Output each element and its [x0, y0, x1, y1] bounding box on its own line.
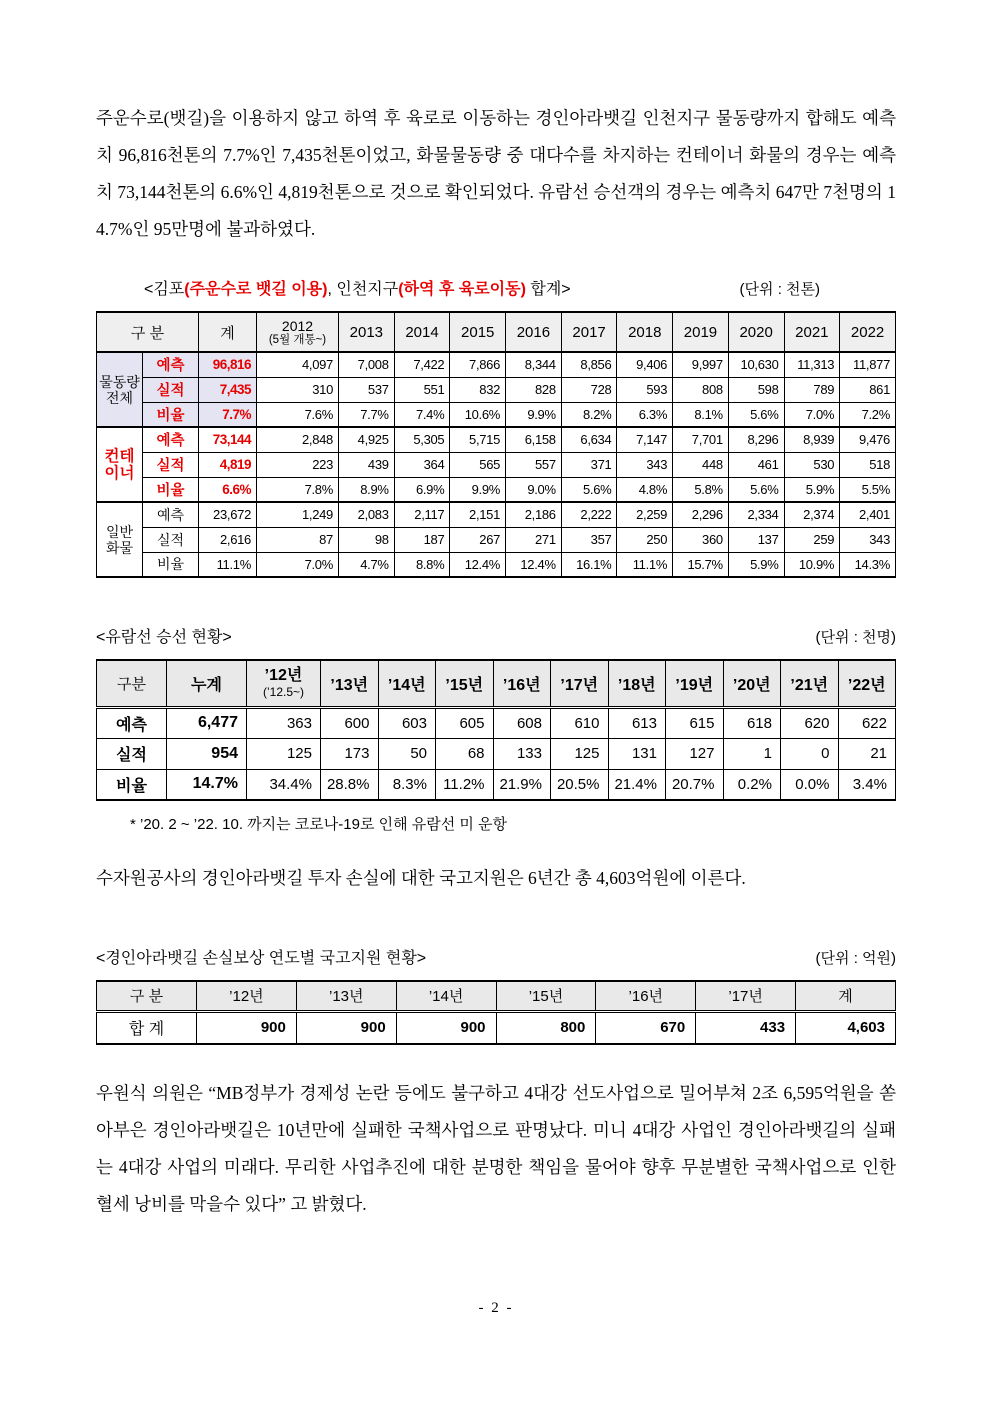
- header-year-12: [247, 660, 321, 707]
- table-row: [97, 1011, 896, 1044]
- cell-value: 131: [608, 738, 666, 769]
- cell-value: 728: [561, 377, 617, 402]
- cell-value: 9,406: [617, 352, 673, 377]
- cell-value: 6,158: [506, 427, 562, 452]
- cell-value: 8,856: [561, 352, 617, 377]
- paragraph-cargo-summary: 주운수로(뱃길)을 이용하지 않고 하역 후 육로로 이동하는 경인아라뱃길 인천지구 물동량까지 합해도 예측치 96,816천톤의 7.7%인 7,435천톤이었고, 화물물동량 중 대다수를 차지하는 컨테이너 화물의 경우는 예측치 73,144천톤의 6.6%인 4,819천톤으로 것으로 확인되었다. 유람선 승선객의 경우는 예측치 647만 7천명의 14.7%인 95만명에 불과하였다.: [96, 108, 896, 239]
- table-row: [97, 477, 896, 502]
- cell-value: 620: [781, 707, 839, 738]
- cell-total: 23,672: [199, 502, 257, 527]
- cell-value: 551: [394, 377, 450, 402]
- cell-value: 6.9%: [394, 477, 450, 502]
- row-label: 실적: [143, 377, 199, 402]
- cell-value: 343: [617, 452, 673, 477]
- table-row: [97, 707, 896, 738]
- header-year: ’22년: [838, 660, 896, 707]
- cell-value: 12.4%: [506, 552, 562, 577]
- cell-value: 6.3%: [617, 402, 673, 427]
- table1-title-prefix: <김포: [144, 281, 185, 298]
- cell-value: 28.8%: [321, 769, 379, 800]
- table-row: [97, 738, 896, 769]
- cell-value: 618: [723, 707, 781, 738]
- table-row: [97, 552, 896, 577]
- cell-value: 9.0%: [506, 477, 562, 502]
- cell-value: 8,344: [506, 352, 562, 377]
- cell-value: 7.7%: [339, 402, 395, 427]
- cell-value: 530: [784, 452, 840, 477]
- group-name-line1: 컨테: [104, 447, 135, 465]
- table2-title: [96, 624, 896, 647]
- cell-value: 14.3%: [840, 552, 896, 577]
- cell-value: 518: [840, 452, 896, 477]
- header-year: ’21년: [781, 660, 839, 707]
- header-year: ’15년: [436, 660, 494, 707]
- cell-total: 11.1%: [199, 552, 257, 577]
- table-header-row: [97, 660, 896, 707]
- header-year: 2014: [394, 312, 450, 352]
- header-year: 2020: [728, 312, 784, 352]
- cell-value: 8.1%: [673, 402, 729, 427]
- cell-value: 310: [257, 377, 339, 402]
- table2-title-text: <유람선 승선 현황>: [96, 629, 232, 646]
- header-gubun: 구 분: [97, 312, 199, 352]
- header-year: ’20년: [723, 660, 781, 707]
- cell-value: 5.9%: [728, 552, 784, 577]
- cell-value: 11,877: [840, 352, 896, 377]
- header-2012: [257, 312, 339, 352]
- cell-value: 670: [596, 1011, 696, 1044]
- table1-title-red2: (하역 후 육로이동): [398, 281, 526, 298]
- cell-value: 343: [840, 527, 896, 552]
- cell-value: 2,848: [257, 427, 339, 452]
- cell-value: 5.6%: [728, 402, 784, 427]
- cell-value: 2,401: [840, 502, 896, 527]
- cell-value: 125: [247, 738, 321, 769]
- paragraph-quote: 우원식 의원은 “MB정부가 경제성 논란 등에도 불구하고 4대강 선도사업으로 밀어부쳐 2조 6,595억원을 쏟아부은 경인아라뱃길은 10년만에 실패한 국책사업으로 판명났다. 미니 4대강 사업인 경인아라뱃길의 실패는 4대강 사업의 미래다. 무리한 사업추진에 대한 분명한 책임을 물어야 향후 무분별한 국책사업으로 인한 혈세 낭비를 막을수 있다” 고 밝혔다.: [96, 1083, 896, 1214]
- table1-title-text: [96, 276, 571, 299]
- header-year: ’14년: [378, 660, 436, 707]
- cell-value: 7.0%: [784, 402, 840, 427]
- table1-title: [96, 276, 896, 299]
- cell-value: 10.9%: [784, 552, 840, 577]
- cell-total: 4,819: [199, 452, 257, 477]
- cell-value: 127: [666, 738, 724, 769]
- cell-value: 2,151: [450, 502, 506, 527]
- table3-title-text: <경인아라뱃길 손실보상 연도별 국고지원 현황>: [96, 950, 427, 967]
- header-year: 2015: [450, 312, 506, 352]
- cell-value: 9.9%: [450, 477, 506, 502]
- cell-value: 6,634: [561, 427, 617, 452]
- table-header-row: [97, 312, 896, 352]
- page-number: - 2 -: [478, 1300, 514, 1316]
- cell-value: 900: [197, 1011, 297, 1044]
- cell-value: 15.7%: [673, 552, 729, 577]
- cell-total: 14.7%: [167, 769, 247, 800]
- table-row: [97, 452, 896, 477]
- cell-total: 6.6%: [199, 477, 257, 502]
- header-year: 2019: [673, 312, 729, 352]
- cell-value: 900: [296, 1011, 396, 1044]
- cell-total: 7.7%: [199, 402, 257, 427]
- table-row: [97, 502, 896, 527]
- row-label: 실적: [97, 738, 167, 769]
- cell-value: 357: [561, 527, 617, 552]
- header-year: 2016: [506, 312, 562, 352]
- row-label: 실적: [143, 452, 199, 477]
- cell-value: 600: [321, 707, 379, 738]
- group-name-line1: 물동량: [99, 373, 140, 390]
- cell-value: 789: [784, 377, 840, 402]
- table1-unit-label: (단위 : 천톤): [739, 281, 820, 298]
- cell-value: 8,296: [728, 427, 784, 452]
- cruise-passenger-table: [96, 659, 896, 801]
- cell-value: 11.2%: [436, 769, 494, 800]
- row-label: 비율: [143, 552, 199, 577]
- cell-value: 5.5%: [840, 477, 896, 502]
- cell-total: 7,435: [199, 377, 257, 402]
- cell-value: 9.9%: [506, 402, 562, 427]
- cargo-volume-table: [96, 311, 896, 578]
- cell-value: 9,997: [673, 352, 729, 377]
- cell-total: 73,144: [199, 427, 257, 452]
- cell-value: 593: [617, 377, 673, 402]
- cell-value: 2,296: [673, 502, 729, 527]
- cell-value: 610: [551, 707, 609, 738]
- header-total: 누계: [167, 660, 247, 707]
- table3-title: [96, 945, 896, 968]
- header-year: ’12년: [197, 981, 297, 1011]
- cell-value: 2,222: [561, 502, 617, 527]
- cell-value: 259: [784, 527, 840, 552]
- cell-value: 608: [493, 707, 551, 738]
- cell-value: 613: [608, 707, 666, 738]
- cell-value: 187: [394, 527, 450, 552]
- header-year: 2022: [840, 312, 896, 352]
- cell-value: 7.4%: [394, 402, 450, 427]
- cruise-footnote: * ’20. 2 ~ ’22. 10. 까지는 코로나-19로 인해 유람선 미 운항: [130, 816, 508, 833]
- cell-total: 96,816: [199, 352, 257, 377]
- cell-value: 4,097: [257, 352, 339, 377]
- cell-value: 0: [781, 738, 839, 769]
- cell-value: 605: [436, 707, 494, 738]
- paragraph-subsidy-summary: 수자원공사의 경인아라뱃길 투자 손실에 대한 국고지원은 6년간 총 4,603억원에 이른다.: [96, 868, 746, 888]
- cell-value: 0.0%: [781, 769, 839, 800]
- cell-value: 7,866: [450, 352, 506, 377]
- row-label: 합 계: [97, 1011, 197, 1044]
- cell-value: 87: [257, 527, 339, 552]
- group-name-line2: 화물: [105, 539, 134, 556]
- cell-value: 360: [673, 527, 729, 552]
- cell-value: 622: [838, 707, 896, 738]
- cell-value: 7.0%: [257, 552, 339, 577]
- cell-value: 12.4%: [450, 552, 506, 577]
- cell-value: 34.4%: [247, 769, 321, 800]
- cell-value: 3.4%: [838, 769, 896, 800]
- cell-value: 2,374: [784, 502, 840, 527]
- header-year: 2017: [561, 312, 617, 352]
- cell-value: 5.6%: [561, 477, 617, 502]
- cell-value: 8.2%: [561, 402, 617, 427]
- cell-value: 267: [450, 527, 506, 552]
- cell-value: 861: [840, 377, 896, 402]
- row-label: 예측: [143, 352, 199, 377]
- cell-value: 615: [666, 707, 724, 738]
- cell-value: 10.6%: [450, 402, 506, 427]
- cell-value: 9,476: [840, 427, 896, 452]
- cell-value: 7,701: [673, 427, 729, 452]
- row-label: 예측: [97, 707, 167, 738]
- cell-value: 5,305: [394, 427, 450, 452]
- cell-value: 603: [378, 707, 436, 738]
- header-total: 계: [796, 981, 896, 1011]
- table-row: [97, 402, 896, 427]
- table1-title-mid: , 인천지구: [327, 281, 399, 298]
- table1-title-suffix: 합계>: [525, 281, 571, 298]
- cell-value: 5,715: [450, 427, 506, 452]
- cell-value: 7,008: [339, 352, 395, 377]
- cell-value: 4.7%: [339, 552, 395, 577]
- table-header-row: [97, 981, 896, 1011]
- cell-value: 8.3%: [378, 769, 436, 800]
- cell-value: 4,603: [796, 1011, 896, 1044]
- cell-value: 21.4%: [608, 769, 666, 800]
- cell-value: 2,334: [728, 502, 784, 527]
- cell-value: 598: [728, 377, 784, 402]
- cell-value: 363: [247, 707, 321, 738]
- header-year: ’17년: [696, 981, 796, 1011]
- row-label: 실적: [143, 527, 199, 552]
- header-total: 계: [199, 312, 257, 352]
- cell-value: 5.6%: [728, 477, 784, 502]
- row-label: 예측: [143, 427, 199, 452]
- page-content: [96, 0, 896, 1223]
- cell-value: 133: [493, 738, 551, 769]
- header-year: ’14년: [396, 981, 496, 1011]
- cell-value: 250: [617, 527, 673, 552]
- cell-value: 565: [450, 452, 506, 477]
- cell-value: 439: [339, 452, 395, 477]
- cell-value: 271: [506, 527, 562, 552]
- cell-value: 21: [838, 738, 896, 769]
- cell-value: 20.7%: [666, 769, 724, 800]
- cell-total: 6,477: [167, 707, 247, 738]
- cell-value: 7.2%: [840, 402, 896, 427]
- row-label: 예측: [143, 502, 199, 527]
- cell-value: 7.8%: [257, 477, 339, 502]
- header-year: ’16년: [596, 981, 696, 1011]
- cell-value: 7,422: [394, 352, 450, 377]
- header-2012-year: 2012: [281, 317, 314, 334]
- header-year: ’13년: [321, 660, 379, 707]
- cell-value: 50: [378, 738, 436, 769]
- cell-value: 173: [321, 738, 379, 769]
- cell-value: 20.5%: [551, 769, 609, 800]
- header-gubun: 구분: [97, 660, 167, 707]
- cell-value: 1,249: [257, 502, 339, 527]
- group-name-container: [97, 427, 143, 502]
- cell-value: 0.2%: [723, 769, 781, 800]
- cell-value: 223: [257, 452, 339, 477]
- table2-unit-label: (단위 : 천명): [815, 629, 896, 646]
- cell-value: 832: [450, 377, 506, 402]
- row-label: 비율: [143, 402, 199, 427]
- header-gubun: 구 분: [97, 981, 197, 1011]
- cell-value: 900: [396, 1011, 496, 1044]
- subsidy-table: [96, 980, 896, 1045]
- header-2012-note: (5월 개통~): [268, 333, 327, 346]
- cell-value: 7.6%: [257, 402, 339, 427]
- cell-total: 2,616: [199, 527, 257, 552]
- header-year: ’17년: [551, 660, 609, 707]
- cell-value: 21.9%: [493, 769, 551, 800]
- cell-value: 98: [339, 527, 395, 552]
- cell-value: 16.1%: [561, 552, 617, 577]
- table-row: [97, 377, 896, 402]
- cell-value: 5.8%: [673, 477, 729, 502]
- cell-value: 800: [496, 1011, 596, 1044]
- cell-value: 828: [506, 377, 562, 402]
- header-year: 2021: [784, 312, 840, 352]
- cell-value: 10,630: [728, 352, 784, 377]
- cell-value: 2,259: [617, 502, 673, 527]
- row-label: 비율: [143, 477, 199, 502]
- cell-value: 557: [506, 452, 562, 477]
- header-year: ’13년: [296, 981, 396, 1011]
- cell-value: 5.9%: [784, 477, 840, 502]
- cell-value: 371: [561, 452, 617, 477]
- cell-value: 125: [551, 738, 609, 769]
- group-name-line1: 일반: [105, 523, 134, 540]
- cell-value: 461: [728, 452, 784, 477]
- cell-total: 954: [167, 738, 247, 769]
- cell-value: 433: [696, 1011, 796, 1044]
- table-row: [97, 352, 896, 377]
- cell-value: 2,117: [394, 502, 450, 527]
- cell-value: 808: [673, 377, 729, 402]
- group-name-total-cargo: [97, 352, 143, 427]
- cell-value: 137: [728, 527, 784, 552]
- cell-value: 68: [436, 738, 494, 769]
- cell-value: 7,147: [617, 427, 673, 452]
- cell-value: 4.8%: [617, 477, 673, 502]
- cell-value: 537: [339, 377, 395, 402]
- table3-unit-label: (단위 : 억원): [815, 950, 896, 967]
- cell-value: 448: [673, 452, 729, 477]
- header-year: 2013: [339, 312, 395, 352]
- group-name-general-cargo: [97, 502, 143, 577]
- table-row: [97, 769, 896, 800]
- cell-value: 2,186: [506, 502, 562, 527]
- header-year: ’15년: [496, 981, 596, 1011]
- table-row: [97, 527, 896, 552]
- table-row: [97, 427, 896, 452]
- header-year-main: ’12년: [264, 667, 303, 685]
- table1-title-red1: (주운수로 뱃길 이용): [184, 281, 328, 298]
- header-year: ’18년: [608, 660, 666, 707]
- header-year: ’16년: [493, 660, 551, 707]
- header-year-note: (’12.5~): [262, 685, 305, 700]
- cell-value: 11.1%: [617, 552, 673, 577]
- cell-value: 11,313: [784, 352, 840, 377]
- group-name-line2: 전체: [105, 389, 134, 406]
- cell-value: 8,939: [784, 427, 840, 452]
- header-year: ’19년: [666, 660, 724, 707]
- header-year: 2018: [617, 312, 673, 352]
- cell-value: 4,925: [339, 427, 395, 452]
- cell-value: 2,083: [339, 502, 395, 527]
- cell-value: 364: [394, 452, 450, 477]
- cell-value: 8.9%: [339, 477, 395, 502]
- cell-value: 8.8%: [394, 552, 450, 577]
- cell-value: 1: [723, 738, 781, 769]
- group-name-line2: 이너: [104, 464, 135, 482]
- row-label: 비율: [97, 769, 167, 800]
